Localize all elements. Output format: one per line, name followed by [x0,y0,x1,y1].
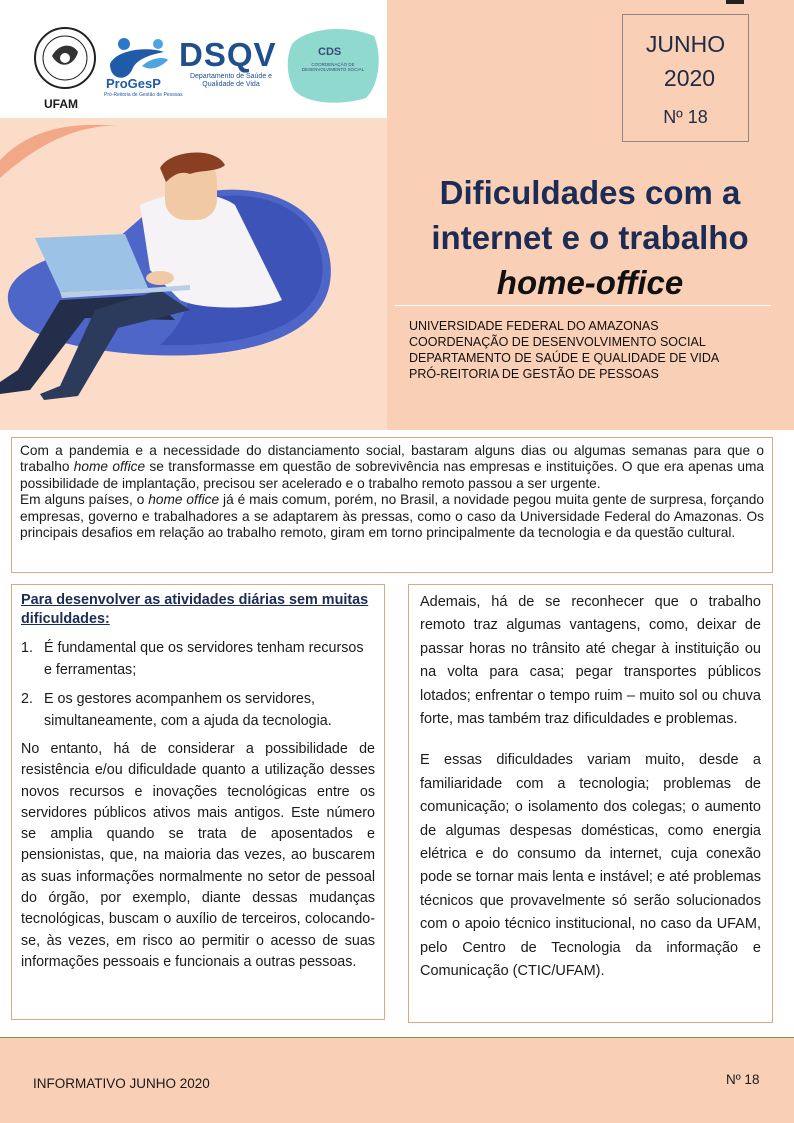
list-item-text: É fundamental que os servidores tenham recursos e ferramentas; [44,640,364,678]
title-divider [395,305,771,306]
dsqv-subtitle: Departamento de Saúde e Qualidade de Vida [189,73,273,88]
right-column-paragraph-1: Ademais, há de se reconhecer que o trabalho remoto traz algumas vantagens, como, deixar de passar horas no trânsito até chegar à instituição ou na volta para casa; pegar transportes públicos lotados; enfrentar o tempo ruim – muito sol ou chuva forte, mas também traz dificuldades e problemas. [420,594,761,728]
footer-issue-number: Nº 18 [726,1072,760,1087]
right-column [408,584,773,1023]
issue-date-box [622,14,749,142]
intro-text: já é mais comum, porém, no Brasil, a novidade pegou muita gente de surpresa, forçando empresas, governo e trabalhadores a se adaptarem às pressas, como o caso da Universidade Federal do Amazonas. Os principais desafios em relação ao trabalho remoto, giram em torno principalmente da tecnologia e da questão cultural. [20,492,764,541]
org-line: DEPARTAMENTO DE SAÚDE E QUALIDADE DE VIDA [409,351,720,365]
intro-text: Com a pandemia e a necessidade do distanciamento social, bastaram alguns dias ou algumas semanas para que o trabalho [20,443,764,475]
title-line-1: Dificuldades com a [439,174,741,211]
title-line-2: internet e o trabalho [431,219,749,256]
list-item-number: 1. [21,640,33,656]
intro-text: se transformasse em questão de sobrevivência nas empresas e instituições. O que era apenas uma possibilidade de implantação, precisou ser acelerado e o trabalho remoto passou a ser urgente. [20,459,764,491]
list-item [21,637,375,681]
list-item [21,688,375,732]
left-column-paragraph: No entanto, há de considerar a possibilidade de resistência e/ou dificuldade quanto a utilização desses novos recursos e inovações tecnológicas entre os servidores públicos ativos mais antigos. Este número se amplia quando se trata de aposentados e pensionistas, que, na maioria das vezes, ao buscarem as suas informações normalmente no setor de pessoal do órgão, por exemplo, diante dessas mudanças tecnológicas, buscam o auxílio de terceiros, colocando-se, às vezes, em risco ao permitir o acesso de suas informações pessoais e funcionais a outras pessoas. [21,741,375,970]
intro-paragraph-1 [20,443,764,492]
footer [0,1037,794,1123]
list-item-number: 2. [21,691,33,707]
progesp-label: ProGesP [106,76,161,91]
list-item-text: E os gestores acompanhem os servidores, simultaneamente, com a ajuda da tecnologia. [44,691,332,729]
cds-subtitle: COORDENAÇÃO DE DESENVOLVIMENTO SOCIAL [301,62,365,72]
left-column [11,584,385,1020]
footer-title: INFORMATIVO JUNHO 2020 [33,1076,210,1091]
progesp-subtitle: Pró-Reitoria de Gestão de Pessoas [104,92,183,98]
intro-text: Em alguns países, o [20,492,149,508]
cds-label: CDS [318,46,342,58]
recommendation-list [21,637,375,732]
org-line: UNIVERSIDADE FEDERAL DO AMAZONAS [409,319,659,333]
org-line: PRÓ-REITORIA DE GESTÃO DE PESSOAS [409,367,659,381]
right-column-paragraph-2: E essas dificuldades variam muito, desde a familiaridade com a tecnologia; problemas de comunicação; o isolamento dos colegas; o aumento de algumas despesas domésticas, como energia elétrica e do consumo da internet, cuja conexão pode se tornar mais lenta e instável; e até problemas técnicos que provavelmente só serão solucionados com o apoio técnico institucional, no caso da UFAM, pelo Centro de Tecnologia da informação e Comunicação (CTIC/UFAM). [420,752,761,980]
ufam-label: UFAM [44,97,78,111]
dsqv-logo: DSQV [179,36,277,73]
intro-box [11,437,773,573]
page-title [400,170,780,305]
org-line: COORDENAÇÃO DE DESENVOLVIMENTO SOCIAL [409,335,706,349]
intro-emphasis: home office [73,459,146,475]
issue-month: JUNHO [645,31,726,57]
issue-year: 2020 [663,65,716,91]
intro-emphasis: home office [148,492,220,508]
title-line-3: home-office [496,264,684,301]
intro-paragraph-2 [20,492,764,541]
home-office-illustration [0,150,387,400]
organization-list [409,318,719,382]
left-column-heading: Para desenvolver as atividades diárias sem muitas dificuldades: [21,592,369,627]
issue-number: Nº 18 [663,107,708,127]
top-mark [726,0,744,4]
